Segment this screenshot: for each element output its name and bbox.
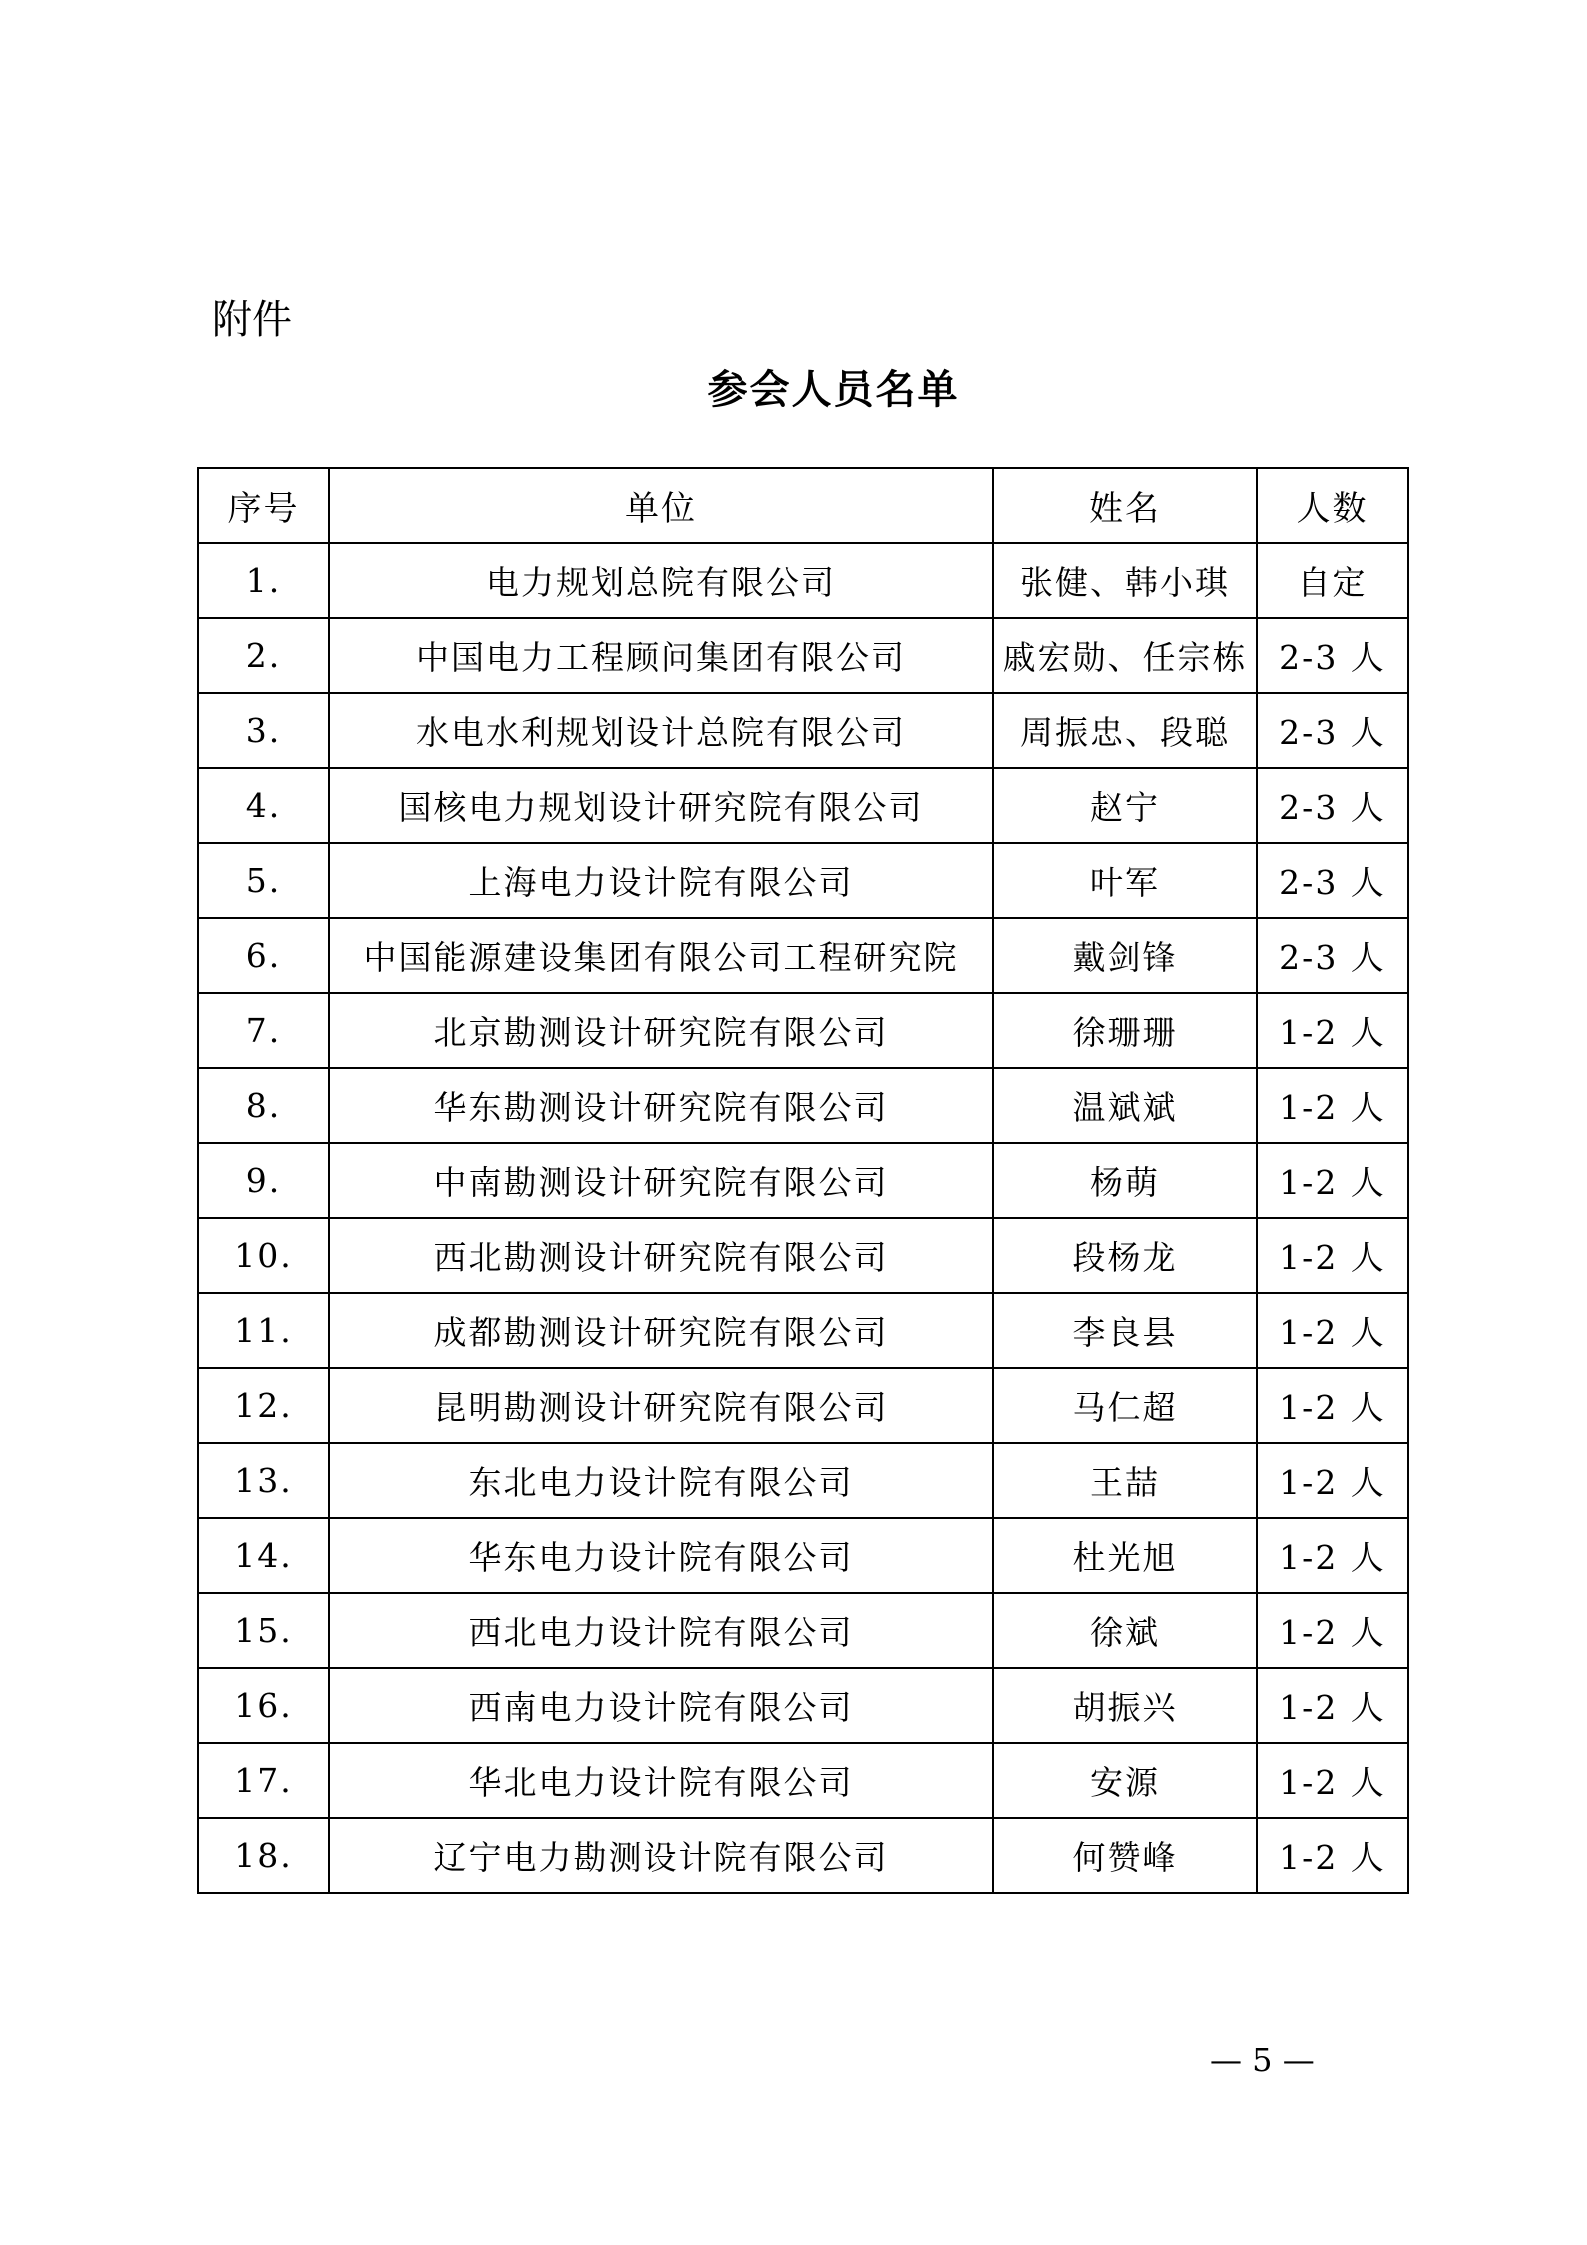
header-unit: 单位	[329, 468, 993, 543]
cell-unit: 辽宁电力勘测设计院有限公司	[329, 1818, 993, 1893]
cell-unit: 华北电力设计院有限公司	[329, 1743, 993, 1818]
cell-serial-number: 1.	[198, 543, 329, 618]
cell-unit: 西北电力设计院有限公司	[329, 1593, 993, 1668]
cell-names: 胡振兴	[993, 1668, 1257, 1743]
cell-serial-number: 5.	[198, 843, 329, 918]
cell-names: 杜光旭	[993, 1518, 1257, 1593]
header-serial-number: 序号	[198, 468, 329, 543]
cell-unit: 成都勘测设计研究院有限公司	[329, 1293, 993, 1368]
cell-count: 1-2 人	[1257, 1518, 1408, 1593]
cell-names: 周振忠、段聪	[993, 693, 1257, 768]
cell-serial-number: 3.	[198, 693, 329, 768]
table-row	[198, 918, 1408, 993]
cell-count: 1-2 人	[1257, 1368, 1408, 1443]
cell-serial-number: 9.	[198, 1143, 329, 1218]
cell-names: 王喆	[993, 1443, 1257, 1518]
cell-count: 1-2 人	[1257, 1068, 1408, 1143]
table-row	[198, 843, 1408, 918]
cell-serial-number: 7.	[198, 993, 329, 1068]
cell-names: 张健、韩小琪	[993, 543, 1257, 618]
cell-serial-number: 11.	[198, 1293, 329, 1368]
cell-count: 1-2 人	[1257, 1593, 1408, 1668]
cell-count: 1-2 人	[1257, 1443, 1408, 1518]
table-row	[198, 1143, 1408, 1218]
table-row	[198, 1443, 1408, 1518]
cell-names: 李良县	[993, 1293, 1257, 1368]
cell-count: 1-2 人	[1257, 1293, 1408, 1368]
cell-unit: 中国电力工程顾问集团有限公司	[329, 618, 993, 693]
table-row	[198, 1218, 1408, 1293]
cell-names: 戴剑锋	[993, 918, 1257, 993]
table-row	[198, 1668, 1408, 1743]
cell-serial-number: 6.	[198, 918, 329, 993]
cell-count: 1-2 人	[1257, 1143, 1408, 1218]
cell-serial-number: 12.	[198, 1368, 329, 1443]
cell-count: 2-3 人	[1257, 618, 1408, 693]
page-number: — 5 —	[1210, 2041, 1315, 2079]
cell-count: 自定	[1257, 543, 1408, 618]
cell-names: 叶军	[993, 843, 1257, 918]
cell-names: 安源	[993, 1743, 1257, 1818]
cell-count: 2-3 人	[1257, 918, 1408, 993]
header-names: 姓名	[993, 468, 1257, 543]
table-body	[198, 543, 1408, 1893]
table-row	[198, 693, 1408, 768]
cell-count: 2-3 人	[1257, 843, 1408, 918]
cell-serial-number: 18.	[198, 1818, 329, 1893]
cell-unit: 电力规划总院有限公司	[329, 543, 993, 618]
cell-unit: 上海电力设计院有限公司	[329, 843, 993, 918]
cell-names: 温斌斌	[993, 1068, 1257, 1143]
cell-names: 段杨龙	[993, 1218, 1257, 1293]
cell-unit: 国核电力规划设计研究院有限公司	[329, 768, 993, 843]
cell-count: 1-2 人	[1257, 1218, 1408, 1293]
cell-count: 1-2 人	[1257, 1668, 1408, 1743]
cell-unit: 西北勘测设计研究院有限公司	[329, 1218, 993, 1293]
cell-unit: 中南勘测设计研究院有限公司	[329, 1143, 993, 1218]
cell-names: 戚宏勋、任宗栋	[993, 618, 1257, 693]
table-row	[198, 993, 1408, 1068]
cell-count: 1-2 人	[1257, 1818, 1408, 1893]
table-row	[198, 618, 1408, 693]
table-row	[198, 1518, 1408, 1593]
cell-serial-number: 14.	[198, 1518, 329, 1593]
cell-names: 何赞峰	[993, 1818, 1257, 1893]
cell-names: 徐斌	[993, 1593, 1257, 1668]
cell-serial-number: 2.	[198, 618, 329, 693]
document-title: 参会人员名单	[707, 367, 960, 413]
cell-unit: 华东电力设计院有限公司	[329, 1518, 993, 1593]
cell-names: 杨萌	[993, 1143, 1257, 1218]
cell-unit: 东北电力设计院有限公司	[329, 1443, 993, 1518]
cell-serial-number: 17.	[198, 1743, 329, 1818]
table-row	[198, 1068, 1408, 1143]
header-count: 人数	[1257, 468, 1408, 543]
cell-unit: 华东勘测设计研究院有限公司	[329, 1068, 993, 1143]
table-row	[198, 1593, 1408, 1668]
attachment-label: 附件	[212, 297, 292, 343]
header-row	[198, 468, 1408, 543]
cell-serial-number: 13.	[198, 1443, 329, 1518]
cell-count: 2-3 人	[1257, 693, 1408, 768]
cell-names: 徐珊珊	[993, 993, 1257, 1068]
table-header	[198, 468, 1408, 543]
table-row	[198, 1293, 1408, 1368]
table-row	[198, 1743, 1408, 1818]
cell-unit: 中国能源建设集团有限公司工程研究院	[329, 918, 993, 993]
cell-serial-number: 8.	[198, 1068, 329, 1143]
table-row	[198, 1818, 1408, 1893]
cell-serial-number: 16.	[198, 1668, 329, 1743]
cell-count: 2-3 人	[1257, 768, 1408, 843]
cell-serial-number: 4.	[198, 768, 329, 843]
table-row	[198, 1368, 1408, 1443]
table-row	[198, 543, 1408, 618]
cell-count: 1-2 人	[1257, 993, 1408, 1068]
cell-unit: 水电水利规划设计总院有限公司	[329, 693, 993, 768]
cell-serial-number: 10.	[198, 1218, 329, 1293]
table-row	[198, 768, 1408, 843]
attendee-table	[197, 467, 1409, 1894]
cell-serial-number: 15.	[198, 1593, 329, 1668]
cell-unit: 昆明勘测设计研究院有限公司	[329, 1368, 993, 1443]
cell-names: 马仁超	[993, 1368, 1257, 1443]
cell-names: 赵宁	[993, 768, 1257, 843]
cell-unit: 北京勘测设计研究院有限公司	[329, 993, 993, 1068]
cell-unit: 西南电力设计院有限公司	[329, 1668, 993, 1743]
cell-count: 1-2 人	[1257, 1743, 1408, 1818]
